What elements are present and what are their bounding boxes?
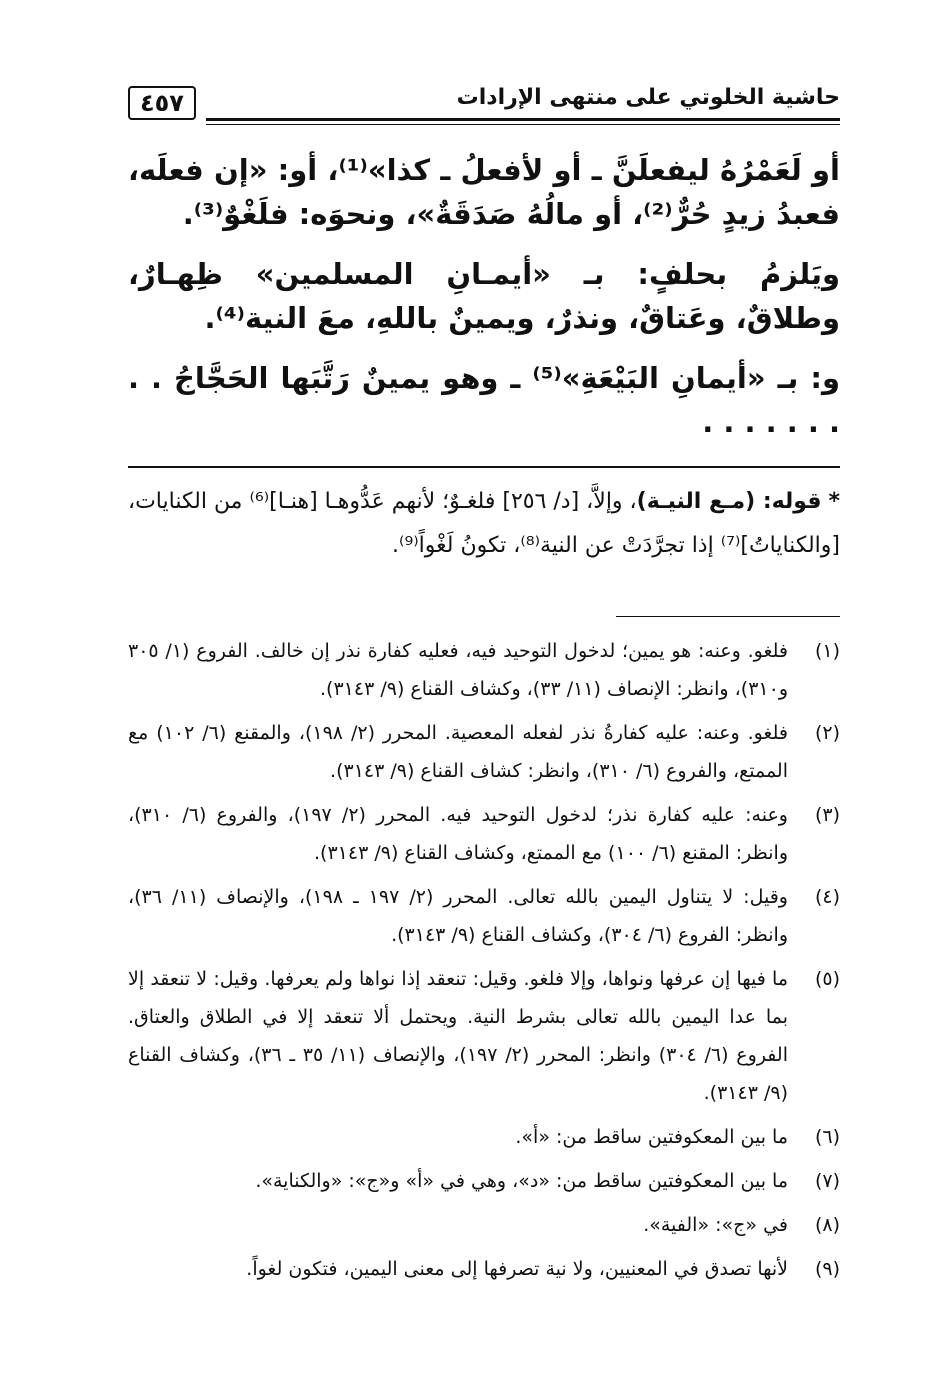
footnote-text: ما بين المعكوفتين ساقط من: «أ». — [515, 1126, 788, 1148]
footnote-text: فلغو. وعنه: هو يمين؛ لدخول التوحيد فيه، فعليه كفارة نذر إن خالف. الفروع (١/ ٣٠٥ و٣١٠)، وانظر: الإنصاف (١١/ ٣٣)، وكشاف القناع (٩/ ٣١٤٣). — [128, 640, 788, 700]
footnote-number: (٨) — [814, 1214, 840, 1236]
footnote — [128, 632, 840, 708]
header-rule — [206, 118, 840, 121]
main-text — [128, 148, 840, 460]
footnote-text: فلغو. وعنه: عليه كفارةُ نذر لفعله المعصية. المحرر (٢/ ١٩٨)، والمقنع (٦/ ١٠٢) مع الممتع، والفروع (٦/ ٣١٠)، وانظر: كشاف القناع (٩/ ٣١٤٣). — [128, 722, 788, 782]
footnote-text: ما فيها إن عرفها ونواها، وإلا فلغو. وقيل: تنعقد إذا نواها ولم يعرفها. وقيل: لا تنعقد إلا بما عدا اليمين بالله تعالى بشرط النية. ويحتمل ألا تنعقد إلا في الطلاق والعتاق. الفروع (٦/ ٣٠٤) وانظر: المحرر (٢/ ١٩٧)، والإنصاف (١١/ ٣٥ ـ ٣٦)، وكشاف القناع (٩/ ٣١٤٣). — [128, 968, 788, 1104]
footnote — [128, 878, 840, 954]
footnote — [128, 1162, 840, 1200]
footnote-number: (٩) — [814, 1258, 840, 1280]
commentary-text: ، وإلاَّ، [د/ ٢٥٦] فلغـوٌ؛ لأنهم عَدُّوهـا [هنـا]⁽⁶⁾ من الكنايات، [والكناياتُ]⁽⁷⁾ إذا تجرَّدَتْ عن النية⁽⁸⁾، تكونُ لَغْواً⁽⁹⁾. — [128, 489, 840, 558]
footnote-number: (٤) — [814, 886, 840, 908]
footnote-text: وقيل: لا يتناول اليمين بالله تعالى. المحرر (٢/ ١٩٧ ـ ١٩٨)، والإنصاف (١١/ ٣٦)، وانظر: الفروع (٦/ ٣٠٤)، وكشاف القناع (٩/ ٣١٤٣). — [128, 886, 788, 946]
continuation-dots: . . . . . . . . . — [128, 361, 840, 439]
main-separator — [128, 466, 840, 468]
commentary-paragraph — [128, 480, 840, 568]
footnote — [128, 1118, 840, 1156]
footnote-number: (٥) — [814, 968, 840, 990]
footnote-number: (٣) — [814, 804, 840, 826]
footnote-number: (٦) — [814, 1126, 840, 1148]
footnote — [128, 1206, 840, 1244]
page-number: ٤٥٧ — [128, 86, 196, 120]
footnote-number: (٢) — [814, 722, 840, 744]
footnote-separator — [616, 616, 840, 617]
footnote-text: لأنها تصدق في المعنيين، ولا نية تصرفها إلى معنى اليمين، فتكون لغواً. — [246, 1258, 788, 1280]
header-rule-thin — [206, 124, 840, 125]
footnote-number: (١) — [814, 640, 840, 662]
footnote — [128, 714, 840, 790]
footnotes — [128, 632, 840, 1294]
footnote — [128, 796, 840, 872]
matn-paragraph-2: ويَلزمُ بحلفٍ: بـ «أيمـانِ المسلمين» ظِهـارٌ، وطلاقٌ، وعَتاقٌ، ونذرٌ، ويمينٌ باللهِ، معَ النية⁽⁴⁾. — [128, 257, 840, 335]
footnote-text: ما بين المعكوفتين ساقط من: «د»، وهي في «أ» و«ج»: «والكناية». — [255, 1170, 788, 1192]
footnote — [128, 960, 840, 1112]
footnote-text: وعنه: عليه كفارة نذر؛ لدخول التوحيد فيه. المحرر (٢/ ١٩٧)، والفروع (٦/ ٣١٠)، وانظر: المقنع (٦/ ١٠٠) مع الممتع، وكشاف القناع (٩/ ٣١٤٣). — [128, 804, 788, 864]
star-marker: * — [828, 489, 840, 514]
matn-paragraph-3-text: و: بـ «أيمانِ البَيْعَةِ»⁽⁵⁾ ـ وهو يمينٌ رَتَّبَها الحَجَّاجُ — [174, 361, 840, 395]
commentary — [128, 480, 840, 568]
quoted-phrase: قوله: (مـع النيـة) — [636, 489, 822, 514]
footnote-number: (٧) — [814, 1170, 840, 1192]
footnote — [128, 1250, 840, 1288]
running-title: حاشية الخلوتي على منتهى الإرادات — [456, 85, 840, 110]
footnote-text: في «ج»: «الفية». — [643, 1214, 788, 1236]
matn-paragraph-1: أو لَعَمْرُهُ ليفعلَنَّ ـ أو لأفعلُ ـ كذا»⁽¹⁾، أو: «إن فعلَه، فعبدُ زيدٍ حُرٌّ⁽²⁾، أو مالُهُ صَدَقَةٌ»، ونحوَه: فلَغْوٌ⁽³⁾. — [128, 153, 840, 231]
matn-paragraph-3 — [128, 356, 840, 444]
page-header — [128, 78, 840, 128]
